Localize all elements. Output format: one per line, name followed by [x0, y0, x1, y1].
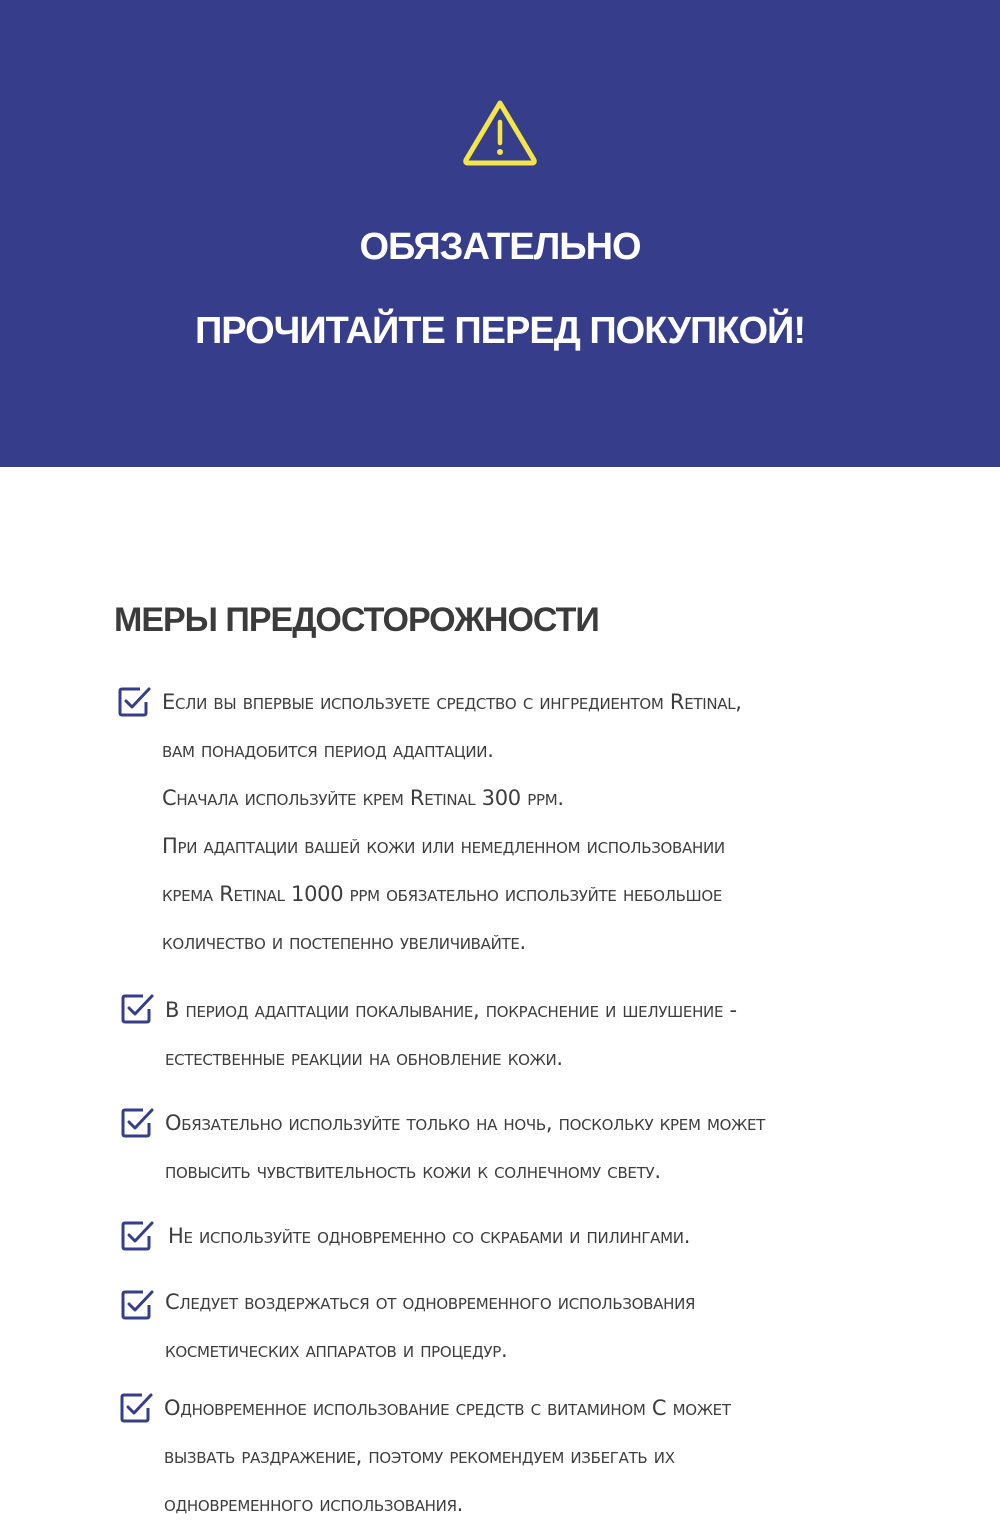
- precaution-text: [165, 1105, 765, 1201]
- text-line: крема Retinal 1000 ppm обязательно используйте небольшое: [162, 882, 723, 906]
- checkbox-checked-icon: [119, 1105, 155, 1141]
- checkbox-checked-icon: [119, 1218, 155, 1254]
- precaution-text: [162, 684, 742, 972]
- checkbox-checked-icon: [116, 684, 152, 720]
- text-line: косметических аппаратов и процедур.: [165, 1338, 508, 1362]
- section-title: МЕРЫ ПРЕДОСТОРОЖНОСТИ: [114, 601, 599, 639]
- text-line: Обязательно используйте только на ночь, поскольку крем может: [165, 1111, 766, 1135]
- text-line: Сначала используйте крем Retinal 300 ppm.: [162, 786, 564, 810]
- precaution-text: [164, 1390, 731, 1534]
- text-line: Если вы впервые используете средство с ингредиентом Retinal,: [162, 690, 742, 714]
- banner-title-line-2: ПРОЧИТАЙТЕ ПЕРЕД ПОКУПКОЙ!: [194, 310, 806, 352]
- warning-triangle-icon: [462, 98, 538, 166]
- banner-title-line-1: ОБЯЗАТЕЛЬНО: [359, 226, 641, 268]
- text-line: Одновременное использование средств с витамином C может: [164, 1396, 731, 1420]
- precaution-text: [165, 1284, 695, 1380]
- text-line: Не используйте одновременно со скрабами и пилингами.: [168, 1224, 691, 1248]
- text-line: В период адаптации покалывание, покраснение и шелушение -: [165, 998, 737, 1022]
- text-line: естественные реакции на обновление кожи.: [165, 1046, 563, 1070]
- text-line: Следует воздержаться от одновременного использования: [165, 1290, 696, 1314]
- precaution-text: [165, 992, 737, 1088]
- warning-banner: [0, 0, 1000, 467]
- text-line: одновременного использования.: [164, 1492, 464, 1516]
- text-line: вызвать раздражение, поэтому рекомендуем избегать их: [164, 1444, 675, 1468]
- checkbox-checked-icon: [119, 1287, 155, 1323]
- text-line: количество и постепенно увеличивайте.: [162, 930, 526, 954]
- text-line: При адаптации вашей кожи или немедленном использовании: [162, 834, 725, 858]
- checkbox-checked-icon: [118, 1390, 154, 1426]
- text-line: повысить чувствительность кожи к солнечному свету.: [165, 1159, 661, 1183]
- precaution-text: [168, 1218, 690, 1266]
- checkbox-checked-icon: [119, 991, 155, 1027]
- text-line: вам понадобится период адаптации.: [162, 738, 494, 762]
